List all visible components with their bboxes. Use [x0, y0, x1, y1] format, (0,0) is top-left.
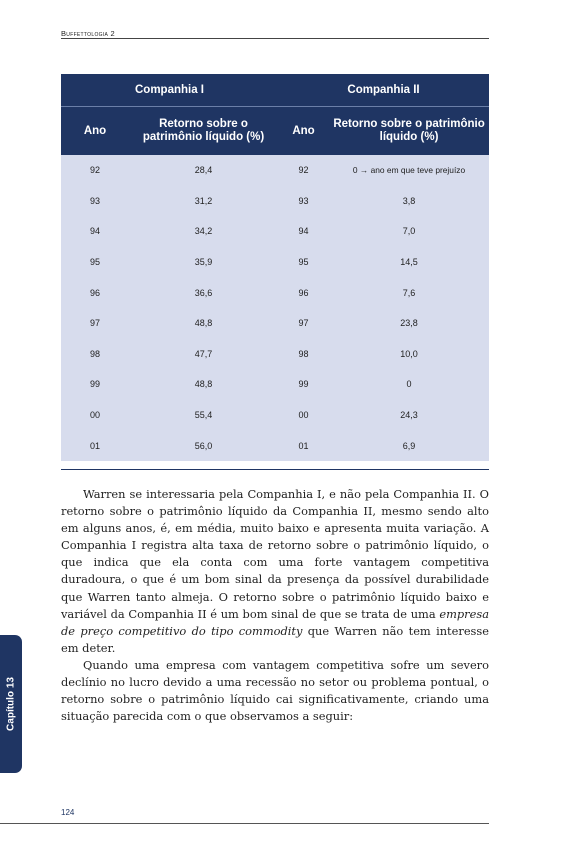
- cell-ano-companhia-2: 97: [278, 308, 329, 339]
- table-row: [61, 400, 489, 431]
- running-header-title: Buffettologia 2: [61, 29, 116, 38]
- cell-ano-companhia-1: 01: [61, 430, 129, 461]
- paragraph-1-end: que Warren não tem interesse em deter.: [61, 623, 489, 655]
- cell-roe-companhia-2: 0: [329, 369, 489, 400]
- cell-roe-companhia-2: 23,8: [329, 308, 489, 339]
- cell-ano-companhia-2: 93: [278, 186, 329, 217]
- cell-roe-companhia-1: 28,4: [129, 155, 278, 186]
- table-row: [61, 308, 489, 339]
- cell-ano-companhia-1: 99: [61, 369, 129, 400]
- body-text: [61, 486, 489, 725]
- col-header-ano-2: Ano: [278, 107, 329, 156]
- page-number: 124: [61, 808, 75, 817]
- cell-ano-companhia-1: 98: [61, 339, 129, 370]
- paragraph-1-start: Warren se interessaria pela Companhia I, e não pela Companhia II. O retorno sobre o patrimônio líquido da Companhia II, mesmo sendo alto em alguns anos, é, em média, muito baixo e apresenta muita variação. A Companhia I registra alta taxa de retorno sobre o patrimônio líquido, o que indica que ela conta com uma forte vantagem competitiva duradoura, o que é um bom sinal da presença da possível durabilidade que Warren tanto almeja. O retorno sobre o patrimônio líquido baixo e variável da Companhia II é um bom sinal de que se trata de uma: [61, 487, 489, 621]
- cell-ano-companhia-2: 00: [278, 400, 329, 431]
- group-header-companhia-1: Companhia I: [61, 74, 278, 107]
- col-header-ano-1: Ano: [61, 107, 129, 156]
- cell-roe-companhia-1: 35,9: [129, 247, 278, 278]
- cell-roe-companhia-2: 24,3: [329, 400, 489, 431]
- cell-roe-companhia-1: 56,0: [129, 430, 278, 461]
- cell-roe-companhia-2: 14,5: [329, 247, 489, 278]
- cell-ano-companhia-2: 98: [278, 339, 329, 370]
- cell-ano-companhia-2: 99: [278, 369, 329, 400]
- col-header-roe-1: Retorno sobre o patrimônio líquido (%): [129, 107, 278, 156]
- cell-roe-companhia-1: 31,2: [129, 186, 278, 217]
- cell-roe-companhia-2: 3,8: [329, 186, 489, 217]
- table-row: [61, 430, 489, 461]
- footer-rule: [0, 823, 489, 824]
- cell-roe-companhia-2: 10,0: [329, 339, 489, 370]
- cell-ano-companhia-1: 96: [61, 277, 129, 308]
- column-header-row: [61, 107, 489, 156]
- cell-roe-companhia-1: 55,4: [129, 400, 278, 431]
- header-rule: [61, 38, 489, 39]
- cell-ano-companhia-2: 92: [278, 155, 329, 186]
- paragraph-1-emphasis: empresa de preço competitivo do tipo commodity: [61, 606, 489, 638]
- cell-roe-companhia-1: 48,8: [129, 369, 278, 400]
- cell-roe-companhia-2: 0 → ano em que teve prejuízo: [329, 155, 489, 186]
- table-row: [61, 277, 489, 308]
- cell-ano-companhia-2: 95: [278, 247, 329, 278]
- cell-roe-companhia-1: 34,2: [129, 216, 278, 247]
- cell-roe-companhia-1: 48,8: [129, 308, 278, 339]
- table-row: [61, 339, 489, 370]
- cell-ano-companhia-1: 93: [61, 186, 129, 217]
- running-header: [61, 29, 115, 38]
- group-header-companhia-2: Companhia II: [278, 74, 489, 107]
- col-header-roe-2: Retorno sobre o patrimônio líquido (%): [329, 107, 489, 156]
- table-bottom-rule: [61, 469, 489, 470]
- table-row: [61, 247, 489, 278]
- cell-ano-companhia-2: 01: [278, 430, 329, 461]
- cell-ano-companhia-2: 94: [278, 216, 329, 247]
- table-row: [61, 186, 489, 217]
- table-row: [61, 216, 489, 247]
- roe-comparison-table: [61, 74, 489, 461]
- cell-ano-companhia-1: 00: [61, 400, 129, 431]
- paragraph-1: [61, 486, 489, 657]
- cell-roe-companhia-2: 6,9: [329, 430, 489, 461]
- chapter-side-label: Capítulo 13: [5, 677, 17, 731]
- paragraph-2: Quando uma empresa com vantagem competitiva sofre um severo declínio no lucro devido a uma recessão no setor ou problema pontual, o retorno sobre o patrimônio líquido cai significativamente, criando uma situação parecida com o que observamos a seguir:: [61, 657, 489, 724]
- cell-roe-companhia-2: 7,6: [329, 277, 489, 308]
- company-group-header-row: [61, 74, 489, 107]
- cell-roe-companhia-1: 47,7: [129, 339, 278, 370]
- cell-ano-companhia-1: 92: [61, 155, 129, 186]
- table-row: [61, 155, 489, 186]
- cell-roe-companhia-2: 7,0: [329, 216, 489, 247]
- cell-roe-companhia-1: 36,6: [129, 277, 278, 308]
- cell-ano-companhia-1: 95: [61, 247, 129, 278]
- cell-ano-companhia-1: 97: [61, 308, 129, 339]
- table-row: [61, 369, 489, 400]
- cell-ano-companhia-1: 94: [61, 216, 129, 247]
- cell-ano-companhia-2: 96: [278, 277, 329, 308]
